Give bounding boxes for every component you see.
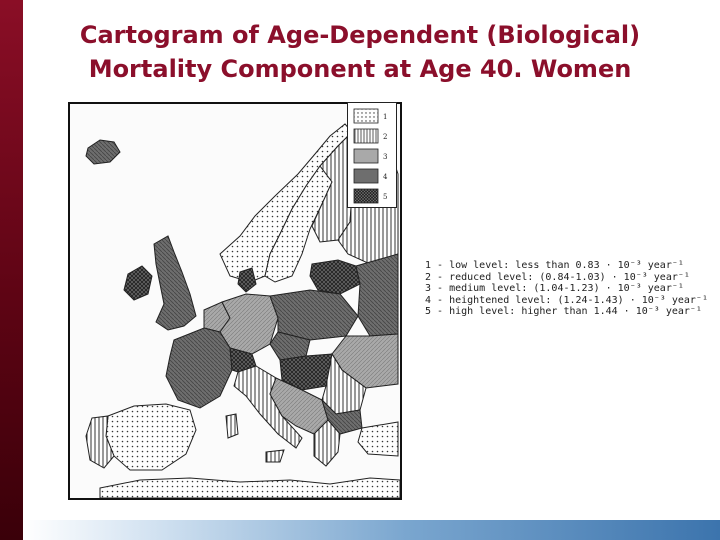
region-turkey bbox=[358, 422, 398, 456]
legend-key-number-3: 3 bbox=[383, 153, 388, 161]
legend-swatch-5 bbox=[354, 189, 378, 203]
region-france bbox=[166, 328, 232, 408]
legend-swatch-1 bbox=[354, 109, 378, 123]
region-sardinia bbox=[226, 414, 238, 438]
region-great-britain bbox=[154, 236, 196, 330]
legend-key-number-4: 4 bbox=[383, 173, 388, 181]
legend-item-5: 5 - high level: higher than 1.44 · 10⁻³ year⁻¹ bbox=[425, 306, 702, 316]
legend-key-number-5: 5 bbox=[383, 193, 388, 201]
region-baltics bbox=[310, 260, 360, 294]
region-sicily bbox=[266, 450, 284, 462]
legend-item-3: 3 - medium level: (1.04-1.23) · 10⁻³ year⁻¹ bbox=[425, 283, 684, 294]
legend-description bbox=[425, 260, 715, 316]
legend-item-1: 1 - low level: less than 0.83 · 10⁻³ year⁻¹ bbox=[425, 260, 684, 271]
legend-item-2: 2 - reduced level: (0.84-1.03) · 10⁻³ year⁻¹ bbox=[425, 271, 690, 283]
legend-swatch-3 bbox=[354, 149, 378, 163]
bottom-gradient-bar bbox=[23, 520, 720, 540]
title-line-1: Cartogram of Age-Dependent (Biological) bbox=[79, 21, 641, 49]
region-spain bbox=[106, 404, 196, 470]
region-ireland bbox=[124, 266, 152, 300]
legend-item-4: 4 - heightened level: (1.24-1.43) · 10⁻³ year⁻¹ bbox=[425, 294, 708, 306]
region-poland bbox=[270, 290, 358, 340]
left-accent-bar bbox=[0, 0, 23, 540]
legend-swatch-2 bbox=[354, 129, 378, 143]
slide-title bbox=[30, 18, 690, 86]
legend-swatch-4 bbox=[354, 169, 378, 183]
region-north-africa bbox=[100, 478, 400, 498]
title-line-2: Mortality Component at Age 40. Women bbox=[88, 55, 632, 83]
map-legend-key bbox=[347, 102, 397, 208]
region-belarus-russia bbox=[356, 254, 398, 336]
legend-key-number-1: 1 bbox=[383, 113, 388, 121]
legend-key-number-2: 2 bbox=[383, 133, 388, 141]
region-iceland bbox=[86, 140, 120, 164]
region-denmark bbox=[238, 268, 256, 292]
